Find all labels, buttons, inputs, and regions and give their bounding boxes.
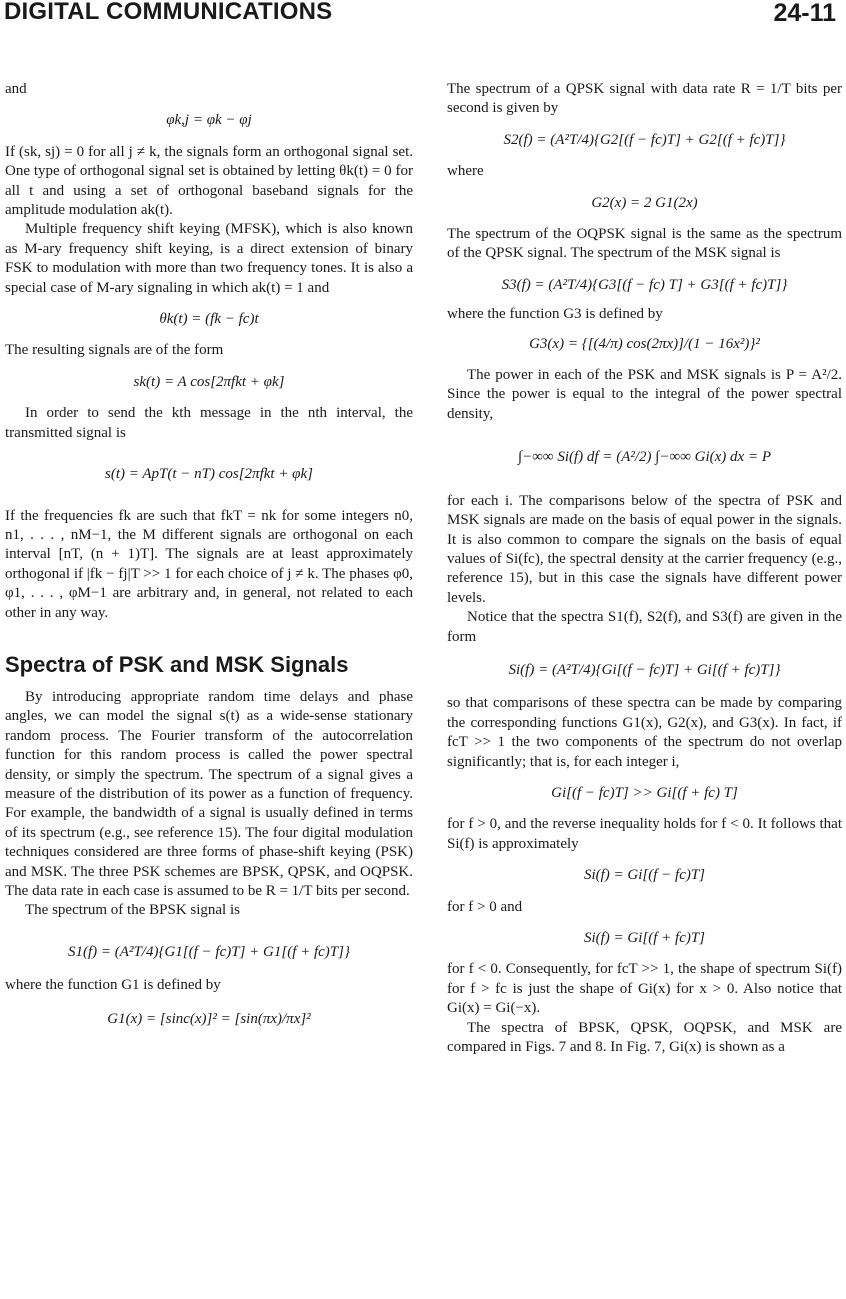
- paragraph-orthogonal: If (sk, sj) = 0 for all j ≠ k, the signals form an orthogonal signal set. One type of orthogonal signal set is obtained by letting θk(t) = 0 for all t and using a set of orthogonal baseband signals for the amplitude modulation ak(t).: [5, 143, 413, 219]
- paragraph-kth-message: In order to send the kth message in the nth interval, the transmitted signal is: [5, 405, 413, 441]
- running-header-title: DIGITAL COMMUNICATIONS: [4, 0, 333, 25]
- equation-si: Si(f) = (A²T/4){Gi[(f − fc)T] + Gi[(f + fc)T]}: [508, 661, 781, 678]
- equation-s1: S1(f) = (A²T/4){G1[(f − fc)T] + G1[(f + fc)T]}: [68, 943, 350, 960]
- left-column: [5, 80, 413, 1029]
- page-number: 24-11: [773, 0, 836, 27]
- equation-theta: θk(t) = (fk − fc)t: [159, 311, 259, 328]
- equation-approx-negative: Si(f) = Gi[(f + fc)T]: [583, 930, 706, 946]
- equation-approx-positive: Si(f) = Gi[(f − fc)T]: [583, 867, 706, 884]
- section-heading: Spectra of PSK and MSK Signals: [5, 651, 349, 677]
- paragraph-bpsk: The spectrum of the BPSK signal is: [25, 902, 240, 919]
- right-column: [447, 80, 842, 1057]
- equation-st: s(t) = ApT(t − nT) cos[2πfkt + φk]: [105, 466, 313, 483]
- paragraph-where: where: [447, 163, 484, 180]
- equation-integral: ∫−∞∞ Si(f) df = (A²/2) ∫−∞∞ Gi(x) dx = P: [517, 449, 771, 466]
- paragraph-resulting: The resulting signals are of the form: [5, 342, 224, 359]
- paragraph-for-f: for f > 0, and the reverse inequality holds for f < 0. It follows that Si(f) is approximately: [447, 816, 842, 852]
- paragraph-f-gt-0: for f > 0 and: [447, 898, 523, 915]
- equation-g3: G3(x) = {[(4/π) cos(2πx)]/(1 − 16x²)}²: [529, 335, 760, 352]
- equation-g2: G2(x) = 2 G1(2x): [591, 194, 698, 211]
- paragraph-power: The power in each of the PSK and MSK signals is P = A²/2. Since the power is equal to the integral of the power spectral density,: [447, 367, 842, 422]
- paragraph-mfsk: Multiple frequency shift keying (MFSK), which is also known as M-ary frequency shift keying, is a direct extension of binary FSK to modulation with more than two frequency tones. It is also a special case of M-ary signaling in which ak(t) = 1 and: [5, 221, 413, 296]
- paragraph-each-i: for each i. The comparisons below of the spectra of PSK and MSK signals are made on the basis of equal power in the signals. It is also common to compare the signals on the basis of equal values of Si(fc), the spectral density at the carrier frequency (e.g., reference 15), but in this case the signals have different power levels.: [447, 492, 842, 606]
- equation-s2: S2(f) = (A²T/4){G2[(f − fc)T] + G2[(f + fc)T]}: [503, 131, 786, 148]
- paragraph-where-g3: where the function G3 is defined by: [447, 306, 663, 323]
- paragraph-qpsk: The spectrum of a QPSK signal with data rate R = 1/T bits per second is given by: [447, 81, 842, 117]
- equation-phi: φk,j = φk − φj: [166, 112, 252, 129]
- paragraph-where-g1: where the function G1 is defined by: [5, 977, 221, 994]
- paragraph-random-process: By introducing appropriate random time delays and phase angles, we can model the signal s(t) as a wide-sense stationary random process. The Fourier transform of the autocorrelation function for this random process is called the power spectral density, or simply the spectrum. The spectrum of a signal gives a measure of the distribution of its power as a function of frequency. For example, the bandwidth of a signal is usually defined in terms of its spectrum (e.g., see reference 15). The four digital modulation techniques considered are three forms of phase-shift keying (PSK) and MSK. The three PSK schemes are BPSK, QPSK, and OQPSK. The data rate in each case is assumed to be R = 1/T bits per second.: [5, 688, 413, 899]
- equation-sk: sk(t) = A cos[2πfkt + φk]: [133, 373, 285, 390]
- paragraph-f-lt-0: for f < 0. Consequently, for fcT >> 1, the shape of spectrum Si(f) for f > fc is just the shape of Gi(x) for x > 0. Also notice that Gi(x) = Gi(−x).: [447, 961, 842, 1017]
- paragraph-oqpsk: The spectrum of the OQPSK signal is the same as the spectrum of the QPSK signal. The spectrum of the MSK signal is: [447, 226, 842, 262]
- paragraph-frequencies: If the frequencies fk are such that fkT = nk for some integers n0, n1, . . . , nM−1, the M different signals are orthogonal on each interval [nT, (n + 1)T]. The signals are at least approximately orthogonal if |fk − fj|T >> 1 for each choice of j ≠ k. The phases φ0, φ1, . . . , φM−1 are arbitrary and, in general, not related to each other in any way.: [5, 507, 413, 621]
- paragraph-so-that: so that comparisons of these spectra can be made by comparing the corresponding functions G1(x), G2(x), and G3(x). In fact, if fcT >> 1 the two components of the spectrum do not overlap significantly; that is, for each integer i,: [447, 695, 842, 770]
- equation-inequality: Gi[(f − fc)T] >> Gi[(f + fc) T]: [551, 784, 738, 801]
- paragraph-and: and: [5, 81, 27, 97]
- paragraph-notice: Notice that the spectra S1(f), S2(f), and S3(f) are given in the form: [447, 609, 842, 645]
- equation-g1: G1(x) = [sinc(x)]² = [sin(πx)/πx]²: [107, 1010, 311, 1027]
- paragraph-compared: The spectra of BPSK, QPSK, OQPSK, and MSK are compared in Figs. 7 and 8. In Fig. 7, Gi(x) is shown as a: [447, 1019, 842, 1056]
- equation-s3: S3(f) = (A²T/4){G3[(f − fc) T] + G3[(f + fc)T]}: [501, 276, 788, 293]
